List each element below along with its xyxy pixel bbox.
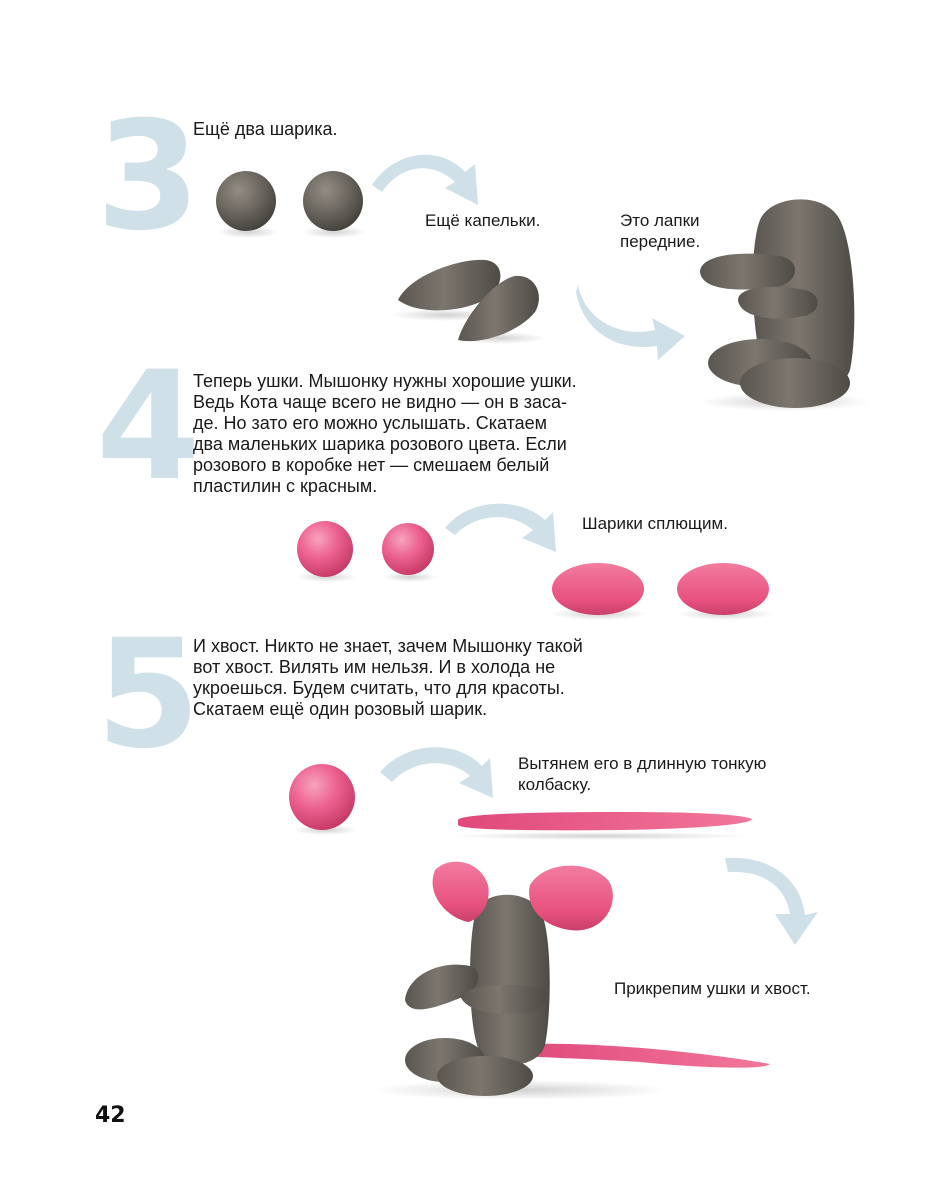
pink-ball (382, 523, 434, 575)
pink-ball-single (289, 764, 357, 835)
step-number-5: 5 (96, 608, 201, 782)
paragraph-line: Скатаем ещё один розовый шарик. (193, 699, 488, 719)
pink-disc (677, 563, 769, 615)
arrow-icon (576, 285, 685, 360)
paragraph-line: пластилин с красным. (193, 476, 378, 496)
caption-paws (620, 210, 700, 252)
pink-ball-pair (297, 521, 438, 582)
caption-attach: Прикрепим ушки и хвост. (614, 979, 811, 998)
paragraph-line: Теперь ушки. Мышонку нужны хорошие ушки. (193, 371, 577, 391)
arrow-icon (725, 858, 818, 945)
caption-roll-line-2: колбаску. (518, 775, 592, 794)
caption-paws-line-1: Это лапки (620, 211, 700, 230)
paragraph-line: укроешься. Будем считать, что для красоты. (193, 678, 565, 698)
page-number: 42 (95, 1103, 126, 1128)
pink-ball (289, 764, 355, 830)
gray-ball (216, 171, 276, 231)
pink-disc-pair (552, 563, 773, 620)
caption-roll-line-1: Вытянем его в длинную тонкую (518, 754, 767, 773)
caption-drops: Ещё капельки. (425, 211, 541, 230)
paragraph-line: И хвост. Никто не знает, зачем Мышонку такой (193, 636, 583, 656)
arrow-icon (380, 747, 493, 798)
arrow-icon (445, 504, 556, 552)
paragraph-line: де. Но зато его можно услышать. Скатаем (193, 413, 548, 433)
mouse-tail (515, 1044, 770, 1068)
arrow-icon (372, 155, 478, 205)
mouse-ear (433, 862, 489, 922)
caption-roll (518, 753, 766, 795)
paragraph-line: вот хвост. Вилять им нельзя. И в холода не (193, 657, 556, 677)
caption-flatten: Шарики сплющим. (582, 514, 728, 533)
step-number-4: 4 (96, 340, 201, 514)
pink-ball (297, 521, 353, 577)
gray-drop-pair (390, 260, 545, 344)
pink-sausage (450, 812, 752, 840)
step-number-3: 3 (96, 90, 201, 264)
gray-ball (303, 171, 363, 231)
paragraph-line: розового в коробке нет — смешаем белый (193, 455, 550, 475)
gray-ball-pair (216, 171, 366, 238)
step5-paragraph (193, 636, 583, 720)
mouse-body-with-paws (700, 199, 870, 411)
caption-paws-line-2: передние. (620, 232, 701, 251)
paragraph-line: два маленьких шарика розового цвета. Если (193, 434, 567, 454)
pink-disc (552, 563, 644, 615)
step3-text: Ещё два шарика. (193, 119, 338, 139)
step4-paragraph (193, 371, 577, 497)
paragraph-line: Ведь Кота чаще всего не видно — он в заса- (193, 392, 568, 412)
